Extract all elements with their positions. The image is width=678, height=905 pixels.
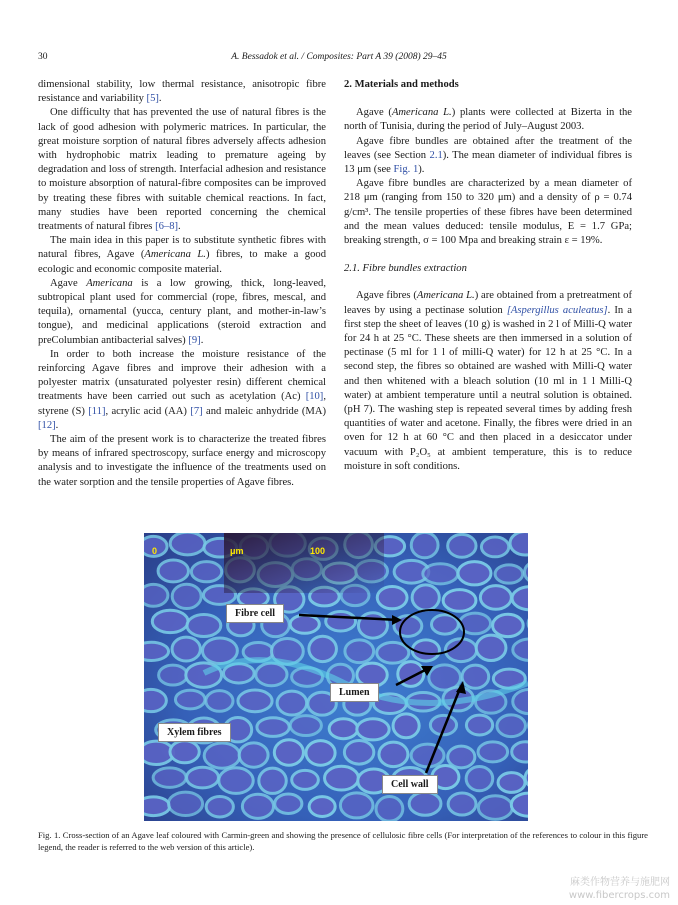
paragraph: The aim of the present work is to characterize the treated fibres by means of infrared spectroscopy, surface energy and microscopy analysis and to investigate the influence of the treatments used on the water sorption and the tensile properties of Agave fibres. bbox=[38, 434, 326, 488]
cell-shape bbox=[462, 665, 489, 688]
cell-shape bbox=[202, 638, 237, 664]
cell-shape bbox=[325, 766, 359, 790]
label-lumen: Lumen bbox=[330, 683, 379, 702]
paragraph: The main idea in this paper is to substitute synthetic fibres with natural fibres, Agave (Americana L.) fibres, to make a good ecologic and economic composite material. bbox=[38, 235, 326, 275]
cell-shape bbox=[443, 590, 476, 612]
cell-shape bbox=[257, 718, 289, 737]
cell-shape bbox=[172, 584, 201, 608]
paragraph: Agave Americana is a low growing, thick, long-leaved, subtropical plant used for commercial (rope, fibres, mescal, and tequila), ornamental (yucca, century plant, and mother-in-law’s tongue), and medicinal applications (steroid extraction and preColumbian antibacterial salves) [9]. bbox=[38, 277, 326, 346]
paragraph: One difficulty that has prevented the use of natural fibres is the lack of good adhesion with polymeric matrices. In particular, the great moisture sorption of natural fibres adversely affects adhesion with hydrophobic matrix leading to premature ageing by degradation and loss of strength. Interfacial adhesion and resistance to moisture absorption of natural-fibre composites can be improved by treating these fibres with suitable chemical reactions. In fact, many studies have been reported concerning the chemical treatments of natural fibres [6–8]. bbox=[38, 107, 326, 233]
running-title: A. Bessadok et al. / Composites: Part A 39 (2008) 29–45 bbox=[231, 52, 447, 62]
cell-shape bbox=[344, 740, 373, 764]
cell-shape bbox=[170, 533, 205, 555]
cell-shape bbox=[448, 534, 476, 557]
cell-shape bbox=[259, 768, 286, 793]
cell-shape bbox=[358, 613, 387, 638]
cell-shape bbox=[204, 743, 240, 768]
running-header bbox=[38, 52, 640, 66]
cell-shape bbox=[409, 792, 441, 815]
citation-link[interactable]: [7] bbox=[190, 405, 203, 417]
cell-shape bbox=[168, 792, 202, 815]
cell-shape bbox=[206, 796, 233, 816]
label-xylem-fibres: Xylem fibres bbox=[158, 723, 231, 742]
cell-shape bbox=[411, 533, 438, 558]
cell-shape bbox=[290, 615, 319, 633]
cell-shape bbox=[423, 564, 458, 584]
cell-shape bbox=[290, 716, 321, 736]
citation-link[interactable]: [Aspergillus aculeatus] bbox=[506, 304, 608, 316]
paragraph: Agave fibres (Americana L.) are obtained from a pretreatment of leaves by using a pectinase solution [Aspergillus aculeatus]. In a first step the sheet of leaves (10 g) is washed in 2 l of Milli-Q water for 24 h at 25 °C. These sheets are then immersed in a solution of pectinase (5 ml for 1 l of milli-Q water) for 12 h at 25 °C. In a second step, the fibres so obtained are washed with Milli-Q water and then whitened with a bleach solution (10 ml in 1 l Milli-Q water) at ambient temperature until a neutral solution is obtained. (pH 7). The washing step is repeated several times by adding fresh quantities of water and acetone. Finally, the fibres were dried in an oven for 12 h at 60 °C and then placed in a desiccator under vacuum with P₂O₅ at ambient temperature, this is to reduce moisture in soft conditions. bbox=[344, 290, 632, 472]
cell-shape bbox=[158, 560, 188, 582]
cell-shape bbox=[187, 767, 219, 788]
citation-link[interactable]: [5] bbox=[146, 93, 159, 105]
scale-end: 100 bbox=[310, 546, 326, 556]
cell-shape bbox=[144, 584, 168, 606]
scale-unit: μm bbox=[230, 546, 244, 556]
cell-shape bbox=[393, 714, 419, 738]
cell-shape bbox=[480, 586, 511, 610]
cell-shape bbox=[345, 640, 374, 663]
cell-shape bbox=[144, 689, 166, 711]
micrograph-image bbox=[144, 533, 528, 821]
cell-shape bbox=[340, 793, 373, 818]
cell-shape bbox=[206, 691, 233, 712]
cell-shape bbox=[219, 768, 253, 794]
citation-link[interactable]: [11] bbox=[88, 405, 106, 417]
cell-shape bbox=[448, 746, 475, 768]
scale-start: 0 bbox=[152, 546, 158, 556]
cell-shape bbox=[458, 562, 491, 585]
cell-shape bbox=[144, 797, 170, 816]
cell-shape bbox=[495, 565, 523, 583]
cell-shape bbox=[238, 690, 272, 712]
page-number: 30 bbox=[38, 52, 48, 62]
cell-shape bbox=[326, 611, 356, 630]
paragraph: In order to both increase the moisture resistance of the reinforcing Agave fibres and improve their adhesion with a polyester matrix (unsaturated polyester resin) different chemical treatments have been carried out such as acetylation (Ac) [10], styrene (S) [11], acrylic acid (AA) [7] and maleic anhydride (MA) [12]. bbox=[38, 348, 327, 431]
cell-shape bbox=[476, 635, 506, 660]
cell-shape bbox=[256, 663, 287, 686]
cell-shape bbox=[309, 636, 337, 661]
cell-shape bbox=[481, 537, 508, 557]
cell-shape bbox=[377, 642, 409, 663]
section-link[interactable]: 2.1 bbox=[429, 149, 443, 161]
cell-shape bbox=[306, 741, 335, 766]
figure-link[interactable]: Fig. 1 bbox=[393, 164, 419, 176]
cell-shape bbox=[466, 766, 493, 790]
figure-caption: Fig. 1. Cross-section of an Agave leaf coloured with Carmin-green and showing the presence of cellulosic fibre cells (For interpretation of the references to colour in this figure legend, the reader is referred to the web version of this article). bbox=[38, 830, 648, 852]
cell-shape bbox=[478, 796, 512, 820]
cell-shape bbox=[242, 794, 273, 818]
cell-shape bbox=[144, 642, 169, 660]
cell-shape bbox=[292, 770, 319, 789]
figure-micrograph bbox=[144, 533, 528, 821]
subsection-heading: 2.1. Fibre bundles extraction bbox=[344, 263, 467, 275]
cell-shape bbox=[412, 585, 439, 610]
label-fibre-cell: Fibre cell bbox=[226, 604, 284, 623]
cell-shape bbox=[510, 533, 528, 555]
citation-link[interactable]: [6–8] bbox=[155, 221, 179, 233]
cell-shape bbox=[153, 768, 186, 787]
cell-shape bbox=[239, 743, 268, 767]
citation-link[interactable]: [12] bbox=[38, 419, 56, 431]
cell-shape bbox=[411, 744, 444, 767]
paragraph: dimensional stability, low thermal resistance, anisotropic fibre resistance and variability [5]. bbox=[38, 79, 326, 105]
right-column bbox=[344, 78, 632, 474]
cell-shape bbox=[493, 614, 524, 636]
cell-shape bbox=[478, 742, 508, 762]
label-cell-wall: Cell wall bbox=[382, 775, 438, 794]
cell-shape bbox=[379, 742, 408, 766]
citation-link[interactable]: [10] bbox=[305, 391, 324, 403]
cell-shape bbox=[448, 793, 476, 815]
cell-shape bbox=[497, 715, 526, 737]
cell-shape bbox=[191, 562, 221, 582]
cell-shape bbox=[431, 615, 458, 634]
cell-shape bbox=[277, 691, 307, 715]
citation-link[interactable]: [9] bbox=[188, 334, 201, 346]
cell-shape bbox=[152, 610, 188, 632]
section-heading: 2. Materials and methods bbox=[344, 79, 459, 90]
paragraph: Agave (Americana L.) plants were collected at Bizerta in the north of Tunisia, during the period of July–August 2003. bbox=[344, 107, 633, 133]
paragraph: Agave fibre bundles are characterized by a mean diameter of 218 μm (ranging from 150 to 320 μm) and a density of ρ = 0.74 g/cm³. The tensile properties of these fibres have been determined and the mean values deduced: tensile modulus, E = 1.7 GPa; breaking strength, σ = 100 Mpa and breaking strain ε = 19%. bbox=[344, 178, 632, 247]
cell-shape bbox=[274, 740, 303, 765]
cell-shape bbox=[187, 614, 221, 636]
cell-shape bbox=[329, 719, 357, 739]
left-column bbox=[38, 78, 326, 490]
cell-shape bbox=[309, 797, 335, 817]
cell-shape bbox=[275, 794, 302, 813]
cell-shape bbox=[159, 665, 187, 685]
cell-shape bbox=[376, 797, 403, 821]
cell-shape bbox=[512, 742, 528, 762]
cell-shape bbox=[175, 690, 205, 709]
cell-shape bbox=[170, 741, 199, 763]
cell-shape bbox=[498, 773, 525, 793]
watermark: 麻类作物营养与施肥网 www.fibercrops.com bbox=[568, 877, 670, 901]
cell-shape bbox=[172, 637, 200, 661]
cell-shape bbox=[466, 715, 492, 735]
cell-shape bbox=[357, 719, 389, 740]
paragraph: Agave fibre bundles are obtained after the treatment of the leaves (see Section 2.1). The mean diameter of individual fibres is 13 μm (see Fig. 1). bbox=[344, 135, 633, 176]
